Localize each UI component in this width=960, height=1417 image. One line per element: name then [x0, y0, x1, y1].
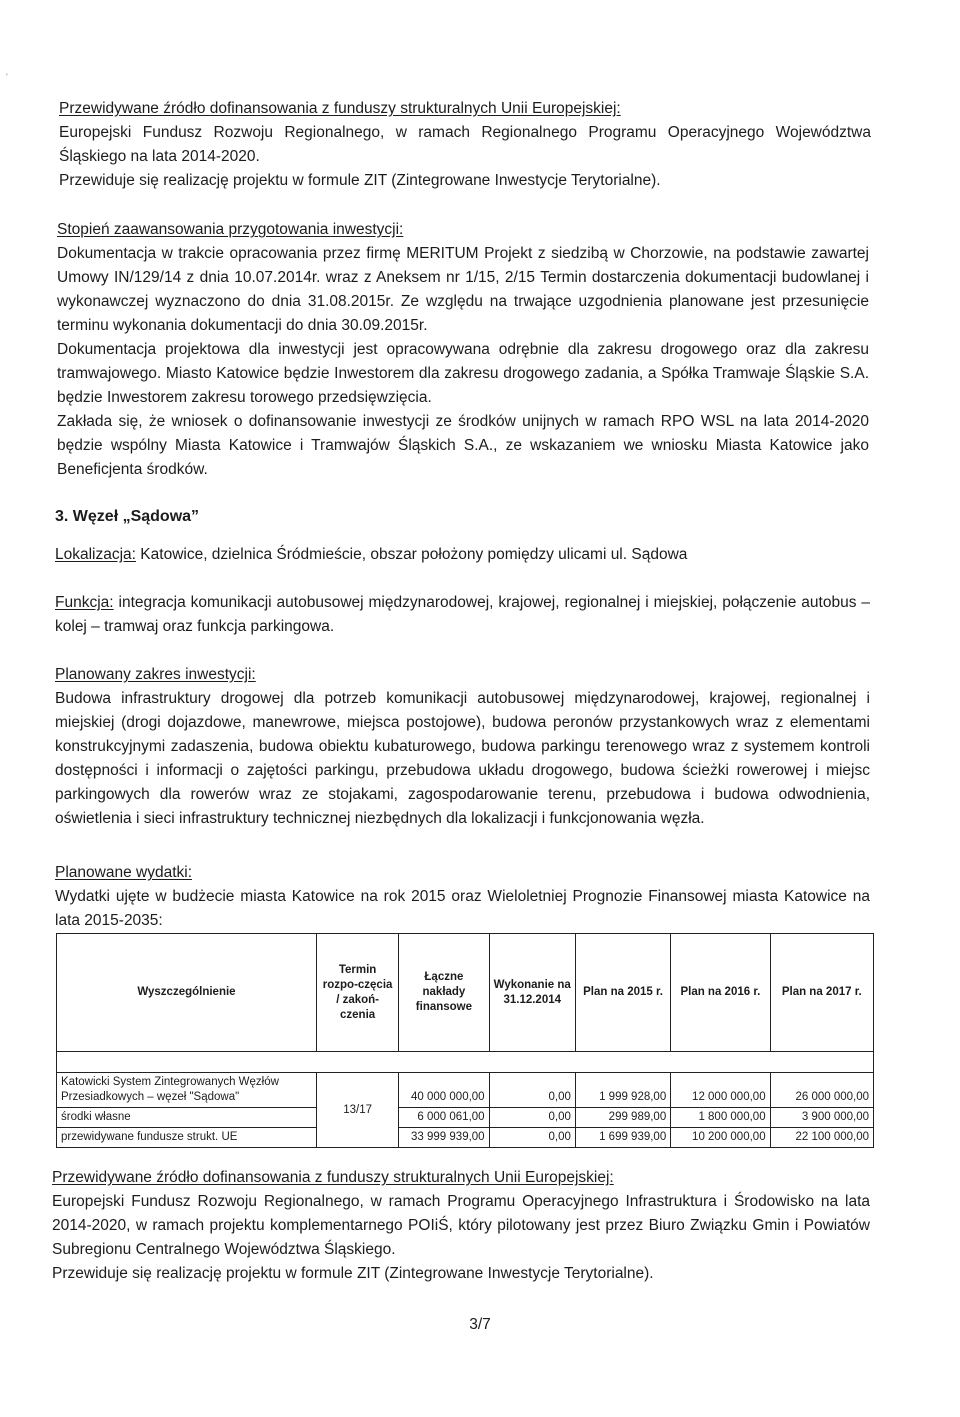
row-plan-2017: 26 000 000,00 — [770, 1073, 873, 1108]
page-number: 3/7 — [469, 1316, 491, 1333]
zit-formula-text: Przewiduje się realizację projektu w formule ZIT (Zintegrowane Inwestycje Terytorialne). — [59, 172, 661, 189]
preparation-status-heading: Stopień zaawansowania przygotowania inwestycji: — [57, 221, 404, 238]
scan-mark: ' — [6, 72, 8, 82]
row-schedule: 13/17 — [316, 1073, 398, 1148]
row-plan-2017: 22 100 000,00 — [770, 1128, 873, 1148]
location-line — [55, 543, 870, 567]
row-total-cost: 6 000 061,00 — [399, 1108, 489, 1128]
funding-source-text-2: Europejski Fundusz Rozwoju Regionalnego, w ramach Programu Operacyjnego Infrastruktura i Środowisko na lata 2014-2020, w ramach projektu komplementarnego POIiŚ, który pilotowany jest przez Biuro Związku Gmin i Powiatów Subregionu Centralnego Województwa Śląskiego. — [52, 1193, 870, 1258]
preparation-status-section — [57, 218, 869, 482]
header-schedule: Termin rozpo-częcia / zakoń-czenia — [316, 934, 398, 1052]
expenses-section — [55, 861, 870, 933]
header-description: Wyszczególnienie — [57, 934, 317, 1052]
row-plan-2015: 1 699 939,00 — [575, 1128, 670, 1148]
funding-source-heading-2: Przewidywane źródło dofinansowania z funduszy strukturalnych Unii Europejskiej: — [52, 1169, 614, 1186]
header-plan-2015: Plan na 2015 r. — [575, 934, 670, 1052]
row-executed: 0,00 — [489, 1108, 575, 1128]
expenses-text: Wydatki ujęte w budżecie miasta Katowice na rok 2015 oraz Wieloletniej Prognozie Finansowej miasta Katowice na lata 2015-2035: — [55, 888, 870, 929]
row-total-cost: 33 999 939,00 — [399, 1128, 489, 1148]
row-name: przewidywane fundusze strukt. UE — [57, 1128, 317, 1148]
zit-formula-text-2: Przewiduje się realizację projektu w formule ZIT (Zintegrowane Inwestycje Terytorialne). — [52, 1265, 654, 1282]
funding-source-heading: Przewidywane źródło dofinansowania z funduszy strukturalnych Unii Europejskiej: — [59, 100, 621, 117]
row-plan-2016: 1 800 000,00 — [671, 1108, 770, 1128]
row-total-cost: 40 000 000,00 — [399, 1073, 489, 1108]
expenses-table — [56, 933, 874, 1148]
row-executed: 0,00 — [489, 1128, 575, 1148]
row-plan-2016: 12 000 000,00 — [671, 1073, 770, 1108]
row-plan-2017: 3 900 000,00 — [770, 1108, 873, 1128]
table-row — [57, 1128, 874, 1148]
section-title: 3. Węzeł „Sądowa” — [55, 508, 200, 525]
row-name: środki własne — [57, 1108, 317, 1128]
location-text: Katowice, dzielnica Śródmieście, obszar położony pomiędzy ulicami ul. Sądowa — [136, 546, 688, 563]
header-plan-2016: Plan na 2016 r. — [671, 934, 770, 1052]
header-plan-2017: Plan na 2017 r. — [770, 934, 873, 1052]
preparation-status-p3: Zakłada się, że wniosek o dofinansowanie inwestycji ze środków unijnych w ramach RPO WSL na lata 2014-2020 będzie wspólny Miasta Katowice i Tramwajów Śląskich S.A., ze wskazaniem we wniosku Miasta Katowice jako Beneficjenta środków. — [57, 413, 869, 478]
preparation-status-p2: Dokumentacja projektowa dla inwestycji jest opracowywana odrębnie dla zakresu drogowego oraz dla zakresu tramwajowego. Miasto Katowice będzie Inwestorem dla zakresu drogowego zadania, a Spółka Tramwaje Śląskie S.A. będzie Inwestorem zakresu torowego przedsięwzięcia. — [57, 341, 869, 406]
row-plan-2015: 299 989,00 — [575, 1108, 670, 1128]
scope-label: Planowany zakres inwestycji: — [55, 666, 256, 683]
function-paragraph — [55, 591, 870, 639]
location-label: Lokalizacja: — [55, 546, 136, 563]
table-header-row — [57, 934, 874, 1052]
scope-text: Budowa infrastruktury drogowej dla potrzeb komunikacji autobusowej międzynarodowej, krajowej, regionalnej i miejskiej (drogi dojazdowe, manewrowe, miejsca postojowe), budowa peronów przystankowych wraz z elementami konstrukcyjnymi zadaszenia, budowa obiektu kubaturowego, budowa parkingu terenowego wraz z systemem kontroli dostępności i informacji o zajętości parkingu, przebudowa układu drogowego, budowa ścieżki rowerowej i miejsc parkingowych dla rowerów wraz ze stojakami, zagospodarowanie terenu, przebudowa i budowa odwodnienia, oświetlenia i sieci infrastruktury technicznej niezbędnych dla lokalizacji i funkcjonowania węzła. — [55, 690, 870, 827]
row-name: Katowicki System Zintegrowanych Węzłów Przesiadkowych – węzeł "Sądowa" — [57, 1073, 317, 1108]
row-plan-2016: 10 200 000,00 — [671, 1128, 770, 1148]
scope-section — [55, 663, 870, 831]
expenses-label: Planowane wydatki: — [55, 864, 192, 881]
function-label: Funkcja: — [55, 594, 114, 611]
row-plan-2015: 1 999 928,00 — [575, 1073, 670, 1108]
row-executed: 0,00 — [489, 1073, 575, 1108]
header-executed-2014: Wykonanie na 31.12.2014 — [489, 934, 575, 1052]
table-spacer — [57, 1052, 874, 1073]
funding-source-section-1 — [59, 97, 871, 193]
function-text: integracja komunikacji autobusowej międzynarodowej, krajowej, regionalnej i miejskiej, połączenie autobus – kolej – tramwaj oraz funkcja parkingowa. — [55, 594, 870, 635]
table-row — [57, 1108, 874, 1128]
preparation-status-p1: Dokumentacja w trakcie opracowania przez firmę MERITUM Projekt z siedzibą w Chorzowie, na podstawie zawartej Umowy IN/129/14 z dnia 10.07.2014r. wraz z Aneksem nr 1/15, 2/15 Termin dostarczenia dokumentacji budowlanej i wykonawczej wyznaczono do dnia 31.08.2015r. Ze względu na trwające uzgodnienia planowane jest przesunięcie terminu wykonania dokumentacji do dnia 30.09.2015r. — [57, 245, 869, 334]
table-row — [57, 1073, 874, 1108]
funding-source-text: Europejski Fundusz Rozwoju Regionalnego, w ramach Regionalnego Programu Operacyjnego Województwa Śląskiego na lata 2014-2020. — [59, 124, 871, 165]
funding-source-section-2 — [52, 1166, 870, 1286]
header-total-cost: Łączne nakłady finansowe — [399, 934, 489, 1052]
